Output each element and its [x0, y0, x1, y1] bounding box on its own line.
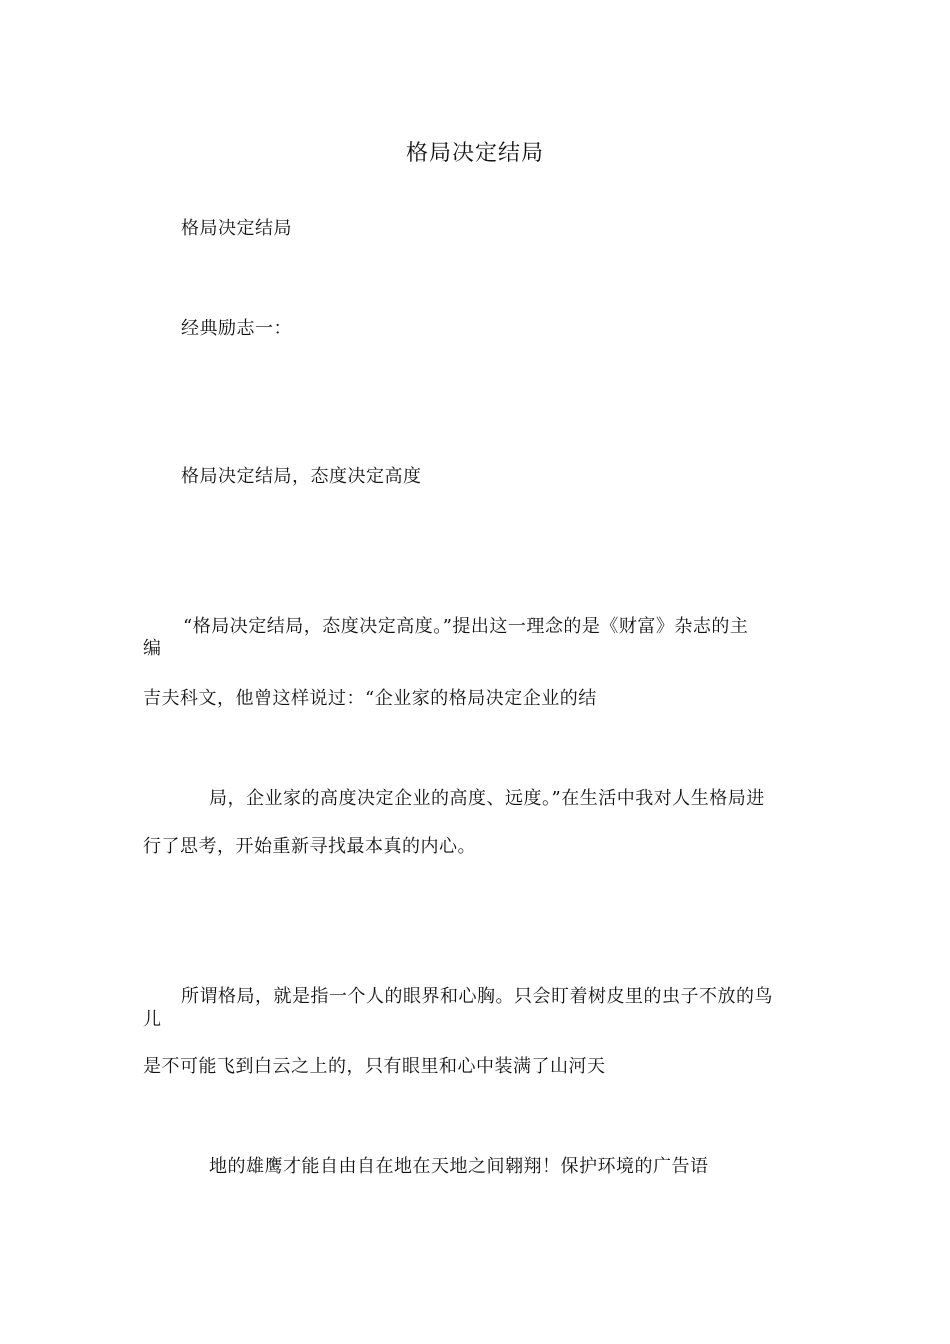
paragraph-line: 吉夫科文，他曾这样说过：“企业家的格局决定企业的结 — [143, 688, 597, 709]
paragraph-line: 是不可能飞到白云之上的，只有眼里和心中装满了山河天 — [143, 1056, 606, 1077]
paragraph-line: 编 — [143, 638, 162, 659]
motto-line: 格局决定结局，态度决定高度 — [181, 466, 422, 487]
paragraph-line: 局，企业家的高度决定企业的高度、远度。”在生活中我对人生格局进 — [209, 788, 765, 809]
paragraph-line: 行了思考，开始重新寻找最本真的内心。 — [143, 836, 476, 857]
subtitle-line: 格局决定结局 — [181, 218, 292, 239]
paragraph-line: “格局决定结局，态度决定高度。”提出这一理念的是《财富》杂志的主 — [183, 616, 749, 637]
paragraph-line: 所谓格局，就是指一个人的眼界和心胸。只会盯着树皮里的虫子不放的鸟 — [181, 986, 773, 1007]
paragraph-line: 地的雄鹰才能自由自在地在天地之间翱翔！保护环境的广告语 — [209, 1156, 709, 1177]
document-title: 格局决定结局 — [405, 141, 544, 166]
section-heading: 经典励志一： — [181, 318, 292, 339]
paragraph-line: 儿 — [143, 1009, 162, 1030]
